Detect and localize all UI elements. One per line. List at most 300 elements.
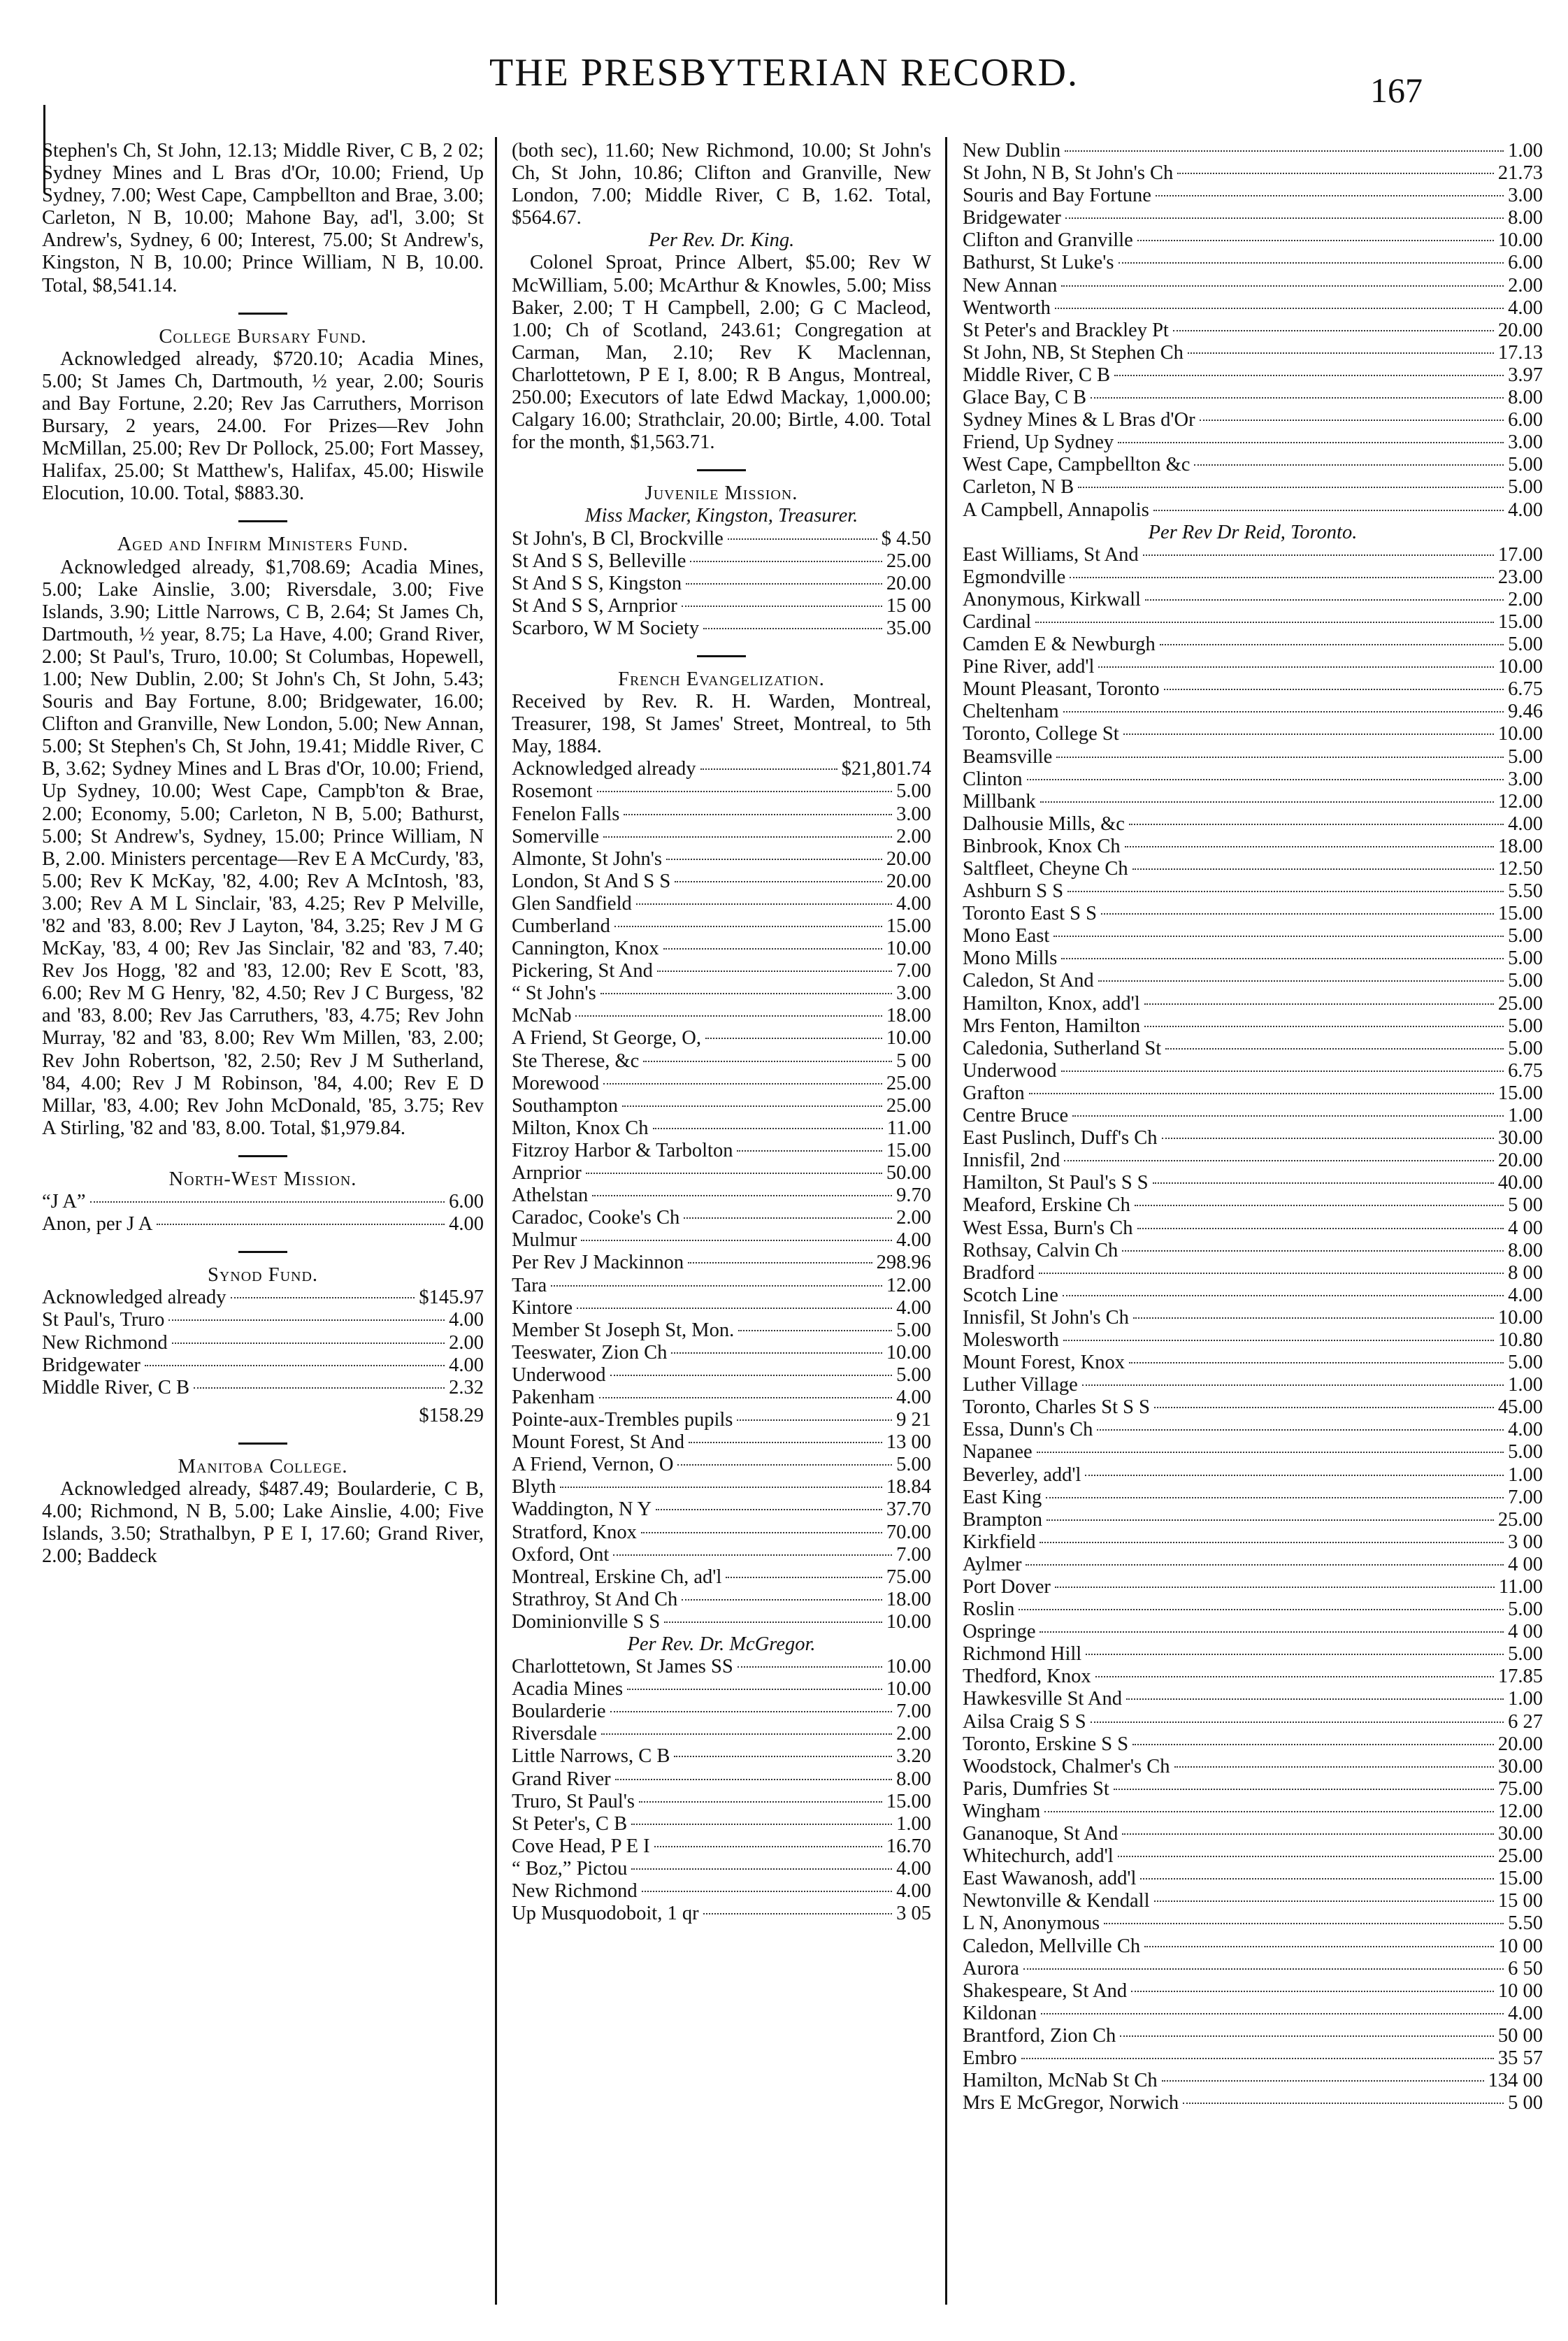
entry-amount: 25.00	[1497, 992, 1543, 1015]
list-item	[963, 275, 1543, 297]
section-divider	[238, 313, 287, 315]
dot-leader	[1153, 1182, 1494, 1184]
section-divider	[697, 655, 746, 657]
list-item	[512, 1229, 931, 1252]
entry-name: Underwood	[512, 1363, 606, 1386]
entry-name: St And S S, Belleville	[512, 550, 686, 572]
list-item	[963, 207, 1543, 229]
list-item	[963, 1621, 1543, 1643]
dot-leader	[1133, 1317, 1494, 1319]
entry-name: Caledon, Mellville Ch	[963, 1935, 1141, 1957]
dot-leader	[145, 1365, 445, 1366]
entry-amount: 16.70	[886, 1835, 931, 1857]
dot-leader	[1173, 330, 1494, 331]
list-item	[512, 1745, 931, 1768]
list-item	[963, 925, 1543, 947]
entry-amount: 30.00	[1497, 1127, 1543, 1150]
entry-name: Millbank	[963, 790, 1036, 812]
entry-name: Ospringe	[963, 1621, 1036, 1643]
list-item	[512, 1297, 931, 1319]
list-item	[963, 2092, 1543, 2114]
paragraph: Acknowledged already, $720.10; Acadia Mines, 5.00; St James Ch, Dartmouth, ½ year, 2.00; Souris and Bay Fortune, 2.20; Rev Jas Carruthers, Morrison Bursary, 2 years, 24.00. For Prizes—Rev John McMillan, 25.00; Rev Dr Pollock, 25.00; Fort Massey, Halifax, 25.00; St Matthew's, Halifax, 45.00; Hiswile Elocution, 10.00. Total, $883.30.	[42, 348, 484, 505]
subheading: Miss Macker, Kingston, Treasurer.	[584, 505, 858, 527]
subheading: Per Rev. Dr. King.	[648, 229, 795, 252]
dot-leader	[157, 1224, 445, 1225]
list-item	[963, 1554, 1543, 1576]
dot-leader	[1165, 1048, 1504, 1050]
dot-leader	[737, 1419, 892, 1421]
entry-name: Embro	[963, 2047, 1017, 2069]
entry-name: Riversdale	[512, 1723, 597, 1745]
entry-name: Beamsville	[963, 745, 1053, 768]
entry-name: Toronto, Erskine S S	[963, 1733, 1129, 1755]
entry-amount: 5.00	[1508, 1643, 1543, 1666]
dot-leader	[1144, 1946, 1494, 1947]
entry-amount: 6.75	[1508, 678, 1543, 701]
dot-leader	[1026, 1564, 1504, 1566]
entry-name: “ St John's	[512, 982, 596, 1005]
dot-leader	[1114, 1789, 1494, 1790]
entry-amount: 5.00	[1508, 1015, 1543, 1037]
entry-amount: 6.00	[449, 1191, 484, 1213]
dot-leader	[636, 903, 892, 905]
dot-leader	[1027, 779, 1504, 780]
entry-name: Saltfleet, Cheyne Ch	[963, 858, 1128, 880]
entry-name: Aurora	[963, 1957, 1019, 1980]
list-item	[963, 1352, 1543, 1374]
list-item	[963, 1150, 1543, 1172]
dot-leader	[1037, 1452, 1504, 1453]
entry-name: Mrs Fenton, Hamilton	[963, 1015, 1141, 1037]
entry-name: Toronto, Charles St S S	[963, 1396, 1150, 1419]
dot-leader	[677, 1464, 892, 1466]
entry-name: “ Boz,” Pictou	[512, 1857, 628, 1880]
dot-leader	[1188, 352, 1494, 354]
paragraph: Acknowledged already, $1,708.69; Acadia Mines, 5.00; Lake Ainslie, 3.00; Riversdale, 3.00; Five Islands, 3.90; Little Narrows, C B, 2.64; St James Ch, Dartmouth, ½ year, 8.75; La Have, 4.00; Grand River, 2.00; St Paul's, Truro, 10.00; St Columbas, Hopewell, 1.00; New Dublin, 2.00; St John's Ch, St John, 5.43; Souris and Bay Fortune, 8.00; Bridgewater, 16.00; Clifton and Granville, New London, 5.00; New Annan, 5.00; St Stephen's Ch, St John, 19.41; Middle River, C B, 3.62; Sydney Mines and L Bras d'Or, 10.00; Friend, Up Sydney, 10.00; West Cape, Campb'ton & Brae, 2.00; Economy, 5.00; Carleton, N B, 5.00; Bathurst, 5.00; St Andrew's, Sydney, 15.00; Prince William, N B, 2.00. Ministers percentage—Rev E A McCurdy, '83, 5.00; Rev K McKay, '82, 4.00; Rev A McIntosh, '83, 3.00; Rev A M L Sinclair, '83, 4.25; Rev P Melville, '82 and '83, 8.00; Rev J Layton, '84, 3.25; Rev J M G McKay, '83, 4 00; Rev Jas Sinclair, '82 and '83, 7.40; Rev Jos Hogg, '82 and '83, 12.00; Rev E Scott, '83, 6.00; Rev M G Henry, '82, 4.50; Rev J C Burgess, '82 and '83, 8.00; Rev Jas Carruthers, '83, 4.75; Rev John Murray, '82 and '83, 8.00; Rev Wm Millen, '83, 2.00; Rev John Robertson, '82, 2.50; Rev J M Sutherland, '84, 4.00; Rev J M Robinson, '84, 4.00; Rev E D Millar, '83, 4.00; Rev John McDonald, '85, 3.75; Rev A Stirling, '82 and '83, 8.00. Total, $1,979.84.	[42, 556, 484, 1139]
entry-name: Brampton	[963, 1508, 1042, 1531]
entry-amount: 6.75	[1508, 1059, 1543, 1082]
entry-name: New Dublin	[963, 140, 1061, 162]
list-item	[963, 1015, 1543, 1038]
entry-amount: 5.00	[1508, 947, 1543, 970]
list-item	[963, 1823, 1543, 1845]
entry-name: Woodstock, Chalmer's Ch	[963, 1755, 1170, 1777]
entry-amount: 15.00	[886, 1790, 931, 1812]
dot-leader	[1085, 1475, 1504, 1476]
entry-name: Dalhousie Mills, &c	[963, 812, 1125, 835]
entry-name: Hawkesville St And	[963, 1688, 1122, 1710]
list-item	[512, 1117, 931, 1140]
entry-name: Glen Sandfield	[512, 892, 632, 915]
entry-name: Ste Therese, &c	[512, 1050, 640, 1072]
list-item	[963, 1441, 1543, 1463]
entry-amount: 5.00	[896, 1319, 931, 1341]
entry-amount: 23.00	[1497, 566, 1543, 588]
dot-leader	[1162, 1138, 1494, 1139]
dot-leader	[1140, 1878, 1493, 1880]
list-item	[42, 1332, 484, 1354]
dot-leader	[1046, 1519, 1494, 1521]
entry-name: Oxford, Ont	[512, 1543, 610, 1566]
list-item	[42, 1377, 484, 1399]
entry-amount: 25.00	[1497, 1508, 1543, 1531]
total-amount: $158.29	[419, 1404, 484, 1426]
entry-amount: 8.00	[896, 1768, 931, 1790]
dot-leader	[1029, 1093, 1494, 1094]
dot-leader	[1019, 1609, 1504, 1610]
dot-leader	[1056, 757, 1504, 758]
entry-amount: 1.00	[1508, 1463, 1543, 1486]
dot-leader	[1143, 554, 1494, 556]
entry-name: London, St And S S	[512, 870, 671, 892]
dot-leader	[599, 1397, 892, 1398]
list-item	[963, 1487, 1543, 1509]
entry-amount: 18.00	[886, 1588, 931, 1610]
section-divider	[238, 520, 287, 522]
list-item	[963, 1711, 1543, 1733]
entry-amount: 10 00	[1497, 1980, 1543, 2002]
list-item	[963, 1217, 1543, 1240]
entry-amount: 4.00	[1508, 296, 1543, 319]
dot-leader	[674, 1756, 892, 1757]
list-item	[963, 1419, 1543, 1441]
entry-name: Innisfil, St John's Ch	[963, 1306, 1129, 1329]
dot-leader	[1065, 217, 1504, 219]
list-item	[963, 1374, 1543, 1396]
dot-leader	[1053, 936, 1504, 937]
entry-amount: 5.50	[1508, 880, 1543, 903]
dot-leader	[1055, 1587, 1495, 1588]
entry-amount: $21,801.74	[841, 758, 931, 780]
list-item	[963, 1082, 1543, 1105]
entry-name: St Paul's, Truro	[42, 1309, 165, 1331]
entry-name: Egmondville	[963, 566, 1066, 588]
entry-name: Cardinal	[963, 610, 1032, 633]
entry-name: Clinton	[963, 768, 1023, 790]
entry-amount: 2.00	[1508, 274, 1543, 296]
list-item	[512, 1566, 931, 1589]
section-heading: North-West Mission.	[168, 1168, 357, 1190]
entry-amount: 1.00	[1508, 1105, 1543, 1127]
entry-name: McNab	[512, 1005, 572, 1027]
list-item	[963, 1284, 1543, 1307]
list-item	[512, 1589, 931, 1611]
list-item	[963, 1127, 1543, 1150]
entry-name: Rosemont	[512, 780, 593, 803]
entry-amount: 5.00	[1508, 1037, 1543, 1059]
entry-name: Hamilton, Knox, add'l	[963, 992, 1140, 1015]
list-item	[512, 1364, 931, 1387]
column-2	[512, 140, 931, 1925]
dot-leader	[689, 1442, 882, 1443]
list-item	[512, 1476, 931, 1498]
dot-leader	[671, 1352, 882, 1354]
entry-amount: 10.00	[1497, 723, 1543, 745]
entry-name: Pakenham	[512, 1386, 595, 1408]
entry-amount: 50 00	[1497, 2024, 1543, 2047]
entry-amount: 4.00	[896, 1229, 931, 1252]
dot-leader	[1055, 308, 1504, 309]
dot-leader	[642, 1891, 892, 1892]
entry-amount: 25.00	[886, 1094, 931, 1117]
list-item	[512, 1791, 931, 1813]
entry-name: Gananoque, St And	[963, 1823, 1119, 1845]
entry-amount: 1.00	[896, 1812, 931, 1835]
entry-amount: 30.00	[1497, 1823, 1543, 1845]
entry-name: Napanee	[963, 1441, 1033, 1463]
entry-name: Strathroy, St And Ch	[512, 1588, 678, 1610]
entry-amount: 10.80	[1497, 1329, 1543, 1351]
entry-name: Mrs E McGregor, Norwich	[963, 2092, 1179, 2114]
entry-amount: 20.00	[886, 847, 931, 870]
entry-amount: 5.00	[1508, 925, 1543, 947]
paragraph: (both sec), 11.60; New Richmond, 10.00; St John's Ch, St John, 10.86; Clifton and Granville, New London, 7.00; Middle River, C B, 1.62. Total, $564.67.	[512, 140, 931, 229]
section-divider	[238, 1442, 287, 1445]
entry-amount: 20.00	[1497, 319, 1543, 341]
entry-name: Somerville	[512, 825, 600, 847]
entry-amount: 4.00	[896, 1857, 931, 1880]
entry-name: Souris and Bay Fortune	[963, 185, 1151, 207]
section-heading: College Bursary Fund.	[159, 325, 367, 348]
entry-amount: 10 00	[1497, 1935, 1543, 1957]
dot-leader	[738, 1666, 882, 1668]
entry-amount: 35.00	[886, 617, 931, 639]
dot-leader	[643, 1061, 892, 1062]
entry-amount: 6.00	[1508, 409, 1543, 431]
dot-leader	[1162, 2080, 1484, 2082]
entry-amount: 134 00	[1488, 2070, 1543, 2092]
entry-name: Toronto, College St	[963, 723, 1119, 745]
entry-amount: 9.70	[896, 1184, 931, 1207]
dot-leader	[1091, 1721, 1504, 1723]
list-item	[512, 960, 931, 982]
entry-name: Paris, Dumfries St	[963, 1777, 1109, 1800]
entry-amount: 5.00	[896, 1454, 931, 1476]
entry-name: Glace Bay, C B	[963, 387, 1087, 409]
list-item	[963, 701, 1543, 723]
column-rule-2	[945, 137, 947, 2305]
entry-amount: 10.00	[1497, 229, 1543, 252]
dot-leader	[1040, 1631, 1504, 1633]
list-item	[512, 1454, 931, 1476]
list-item	[963, 1666, 1543, 1688]
entry-amount: 15.00	[1497, 610, 1543, 633]
entry-name: Friend, Up Sydney	[963, 431, 1114, 454]
entry-name: Cove Head, P E I	[512, 1835, 650, 1857]
dot-leader	[1098, 666, 1493, 668]
entry-amount: 15 00	[1497, 1890, 1543, 1912]
list-item	[963, 162, 1543, 185]
dot-leader	[1061, 1071, 1504, 1072]
list-item	[963, 947, 1543, 970]
list-item	[512, 617, 931, 640]
entry-amount: 3 00	[1508, 1531, 1543, 1553]
list-item	[963, 2003, 1543, 2025]
dot-leader	[1091, 397, 1504, 399]
dot-leader	[1132, 868, 1494, 870]
entry-amount: 5.00	[896, 780, 931, 803]
entry-amount: $145.97	[419, 1287, 484, 1309]
list-item	[512, 893, 931, 915]
entry-amount: 1.00	[1508, 1688, 1543, 1710]
entry-name: Underwood	[963, 1059, 1057, 1082]
entry-amount: 17.13	[1497, 341, 1543, 364]
list-item	[512, 1184, 931, 1207]
dot-leader	[1065, 150, 1504, 152]
entry-amount: 25.00	[886, 1072, 931, 1094]
list-item	[963, 1396, 1543, 1419]
entry-amount: 11.00	[1498, 1576, 1543, 1598]
entry-amount: 18.00	[886, 1005, 931, 1027]
list-item	[963, 791, 1543, 813]
entry-amount: 3.00	[1508, 185, 1543, 207]
dot-leader	[1104, 1923, 1504, 1924]
list-item	[512, 1813, 931, 1835]
list-item	[512, 915, 931, 938]
list-item	[512, 1140, 931, 1162]
entry-name: Wentworth	[963, 296, 1051, 319]
entry-amount: 8.00	[1508, 207, 1543, 229]
entry-amount: 5.00	[1508, 1598, 1543, 1621]
list-item	[512, 1903, 931, 1925]
list-item	[42, 1213, 484, 1236]
entry-name: Truro, St Paul's	[512, 1790, 635, 1812]
entry-name: Caradoc, Cooke's Ch	[512, 1207, 680, 1229]
entry-name: Newtonville & Kendall	[963, 1890, 1150, 1912]
list-item	[963, 2025, 1543, 2047]
dot-leader	[601, 1733, 892, 1735]
entry-name: St Peter's and Brackley Pt	[963, 319, 1169, 341]
entry-name: A Friend, Vernon, O	[512, 1454, 674, 1476]
entry-name: Mono Mills	[963, 947, 1058, 970]
list-item	[42, 1287, 484, 1309]
paragraph: Acknowledged already, $487.49; Boularderie, C B, 4.00; Richmond, N B, 5.00; Lake Ainslie, 4.00; Five Islands, 3.50; Strathalbyn, P E I, 17.60; Grand River, 2.00; Baddeck	[42, 1477, 484, 1568]
section-heading: French Evangelization.	[618, 668, 825, 690]
list-item	[512, 1252, 931, 1274]
entry-name: Scotch Line	[963, 1284, 1058, 1306]
entry-name: East King	[963, 1486, 1042, 1508]
list-item	[512, 573, 931, 595]
entry-name: Cheltenham	[963, 701, 1059, 723]
entry-name: Innisfil, 2nd	[963, 1150, 1060, 1172]
dot-leader	[1040, 1542, 1504, 1543]
list-item	[512, 1319, 931, 1342]
list-item	[512, 1275, 931, 1297]
entry-amount: $ 4.50	[881, 527, 931, 550]
list-item	[963, 1801, 1543, 1823]
entry-amount: 70.00	[886, 1521, 931, 1543]
dot-leader	[1183, 2103, 1504, 2104]
list-item	[963, 185, 1543, 207]
list-item	[512, 1005, 931, 1027]
entry-amount: 30.00	[1497, 1755, 1543, 1777]
dot-leader	[551, 1285, 882, 1287]
entry-amount: 10.00	[886, 1610, 931, 1633]
entry-name: West Essa, Burn's Ch	[963, 1217, 1133, 1239]
list-item	[963, 297, 1543, 320]
entry-name: Bridgewater	[42, 1354, 141, 1376]
dot-leader	[613, 1554, 892, 1556]
entry-amount: 4.00	[896, 1880, 931, 1903]
entry-amount: 2.00	[449, 1331, 484, 1354]
list-item	[963, 2047, 1543, 2070]
entry-amount: 37.70	[886, 1498, 931, 1521]
dot-leader	[1119, 262, 1504, 264]
list-item	[963, 1307, 1543, 1329]
entry-amount: 4.00	[449, 1309, 484, 1331]
entry-amount: 40.00	[1497, 1172, 1543, 1194]
dot-leader	[1120, 2035, 1494, 2037]
entry-amount: 5.00	[1508, 970, 1543, 992]
entry-name: Pine River, add'l	[963, 656, 1095, 678]
subheading: Per Rev Dr Reid, Toronto.	[1148, 521, 1358, 543]
entry-name: Kirkfield	[963, 1531, 1036, 1553]
entry-amount: 6.00	[1508, 252, 1543, 274]
dot-leader	[581, 1240, 892, 1241]
entry-name: A Friend, St George, O,	[512, 1027, 702, 1050]
section-heading: Aged and Infirm Ministers Fund.	[117, 534, 409, 556]
list-item	[512, 1342, 931, 1364]
page-header-title: THE PRESBYTERIAN RECORD.	[489, 51, 1079, 94]
entry-name: Luther Village	[963, 1374, 1078, 1396]
list-item	[512, 1207, 931, 1229]
list-item	[963, 499, 1543, 522]
list-item	[963, 880, 1543, 903]
entry-amount: 4.00	[449, 1354, 484, 1376]
dot-leader	[728, 538, 877, 540]
dot-leader	[577, 1308, 892, 1309]
entry-name: Ailsa Craig S S	[963, 1710, 1086, 1733]
entry-amount: 2.00	[1508, 588, 1543, 610]
list-item	[512, 1858, 931, 1880]
list-item	[512, 826, 931, 848]
dot-leader	[1063, 1340, 1494, 1341]
entry-amount: 9 21	[896, 1409, 931, 1431]
entry-amount: 12.50	[1497, 858, 1543, 880]
entry-name: Pickering, St And	[512, 960, 653, 982]
entry-name: Caledon, St And	[963, 970, 1094, 992]
list-item	[963, 1868, 1543, 1890]
entry-name: Teeswater, Zion Ch	[512, 1341, 668, 1363]
entry-amount: 5.00	[1508, 633, 1543, 656]
dot-leader	[1064, 1160, 1494, 1161]
list-item	[963, 1240, 1543, 1262]
entry-amount: 3.00	[896, 803, 931, 825]
entry-name: Morewood	[512, 1072, 600, 1094]
list-item	[512, 1768, 931, 1791]
list-item	[512, 803, 931, 826]
entry-amount: 25.00	[1497, 1845, 1543, 1868]
dot-leader	[1023, 1968, 1504, 1970]
entry-name: St And S S, Arnprior	[512, 594, 677, 617]
list-item	[963, 320, 1543, 342]
list-item	[963, 1980, 1543, 2003]
dot-leader	[682, 1599, 882, 1601]
entry-name: Arnprior	[512, 1162, 582, 1184]
entry-name: Acknowledged already	[42, 1287, 226, 1309]
list-item	[512, 550, 931, 573]
entry-name: Fitzroy Harbor & Tarbolton	[512, 1139, 733, 1161]
dot-leader	[1145, 599, 1504, 601]
entry-name: Brantford, Zion Ch	[963, 2024, 1116, 2047]
entry-name: Cumberland	[512, 915, 610, 937]
dot-leader	[610, 1711, 893, 1712]
dot-leader	[1135, 1205, 1504, 1206]
dot-leader	[1126, 1698, 1504, 1700]
list-item	[963, 1262, 1543, 1284]
dot-leader	[1154, 1407, 1494, 1408]
total-row	[42, 1405, 484, 1427]
